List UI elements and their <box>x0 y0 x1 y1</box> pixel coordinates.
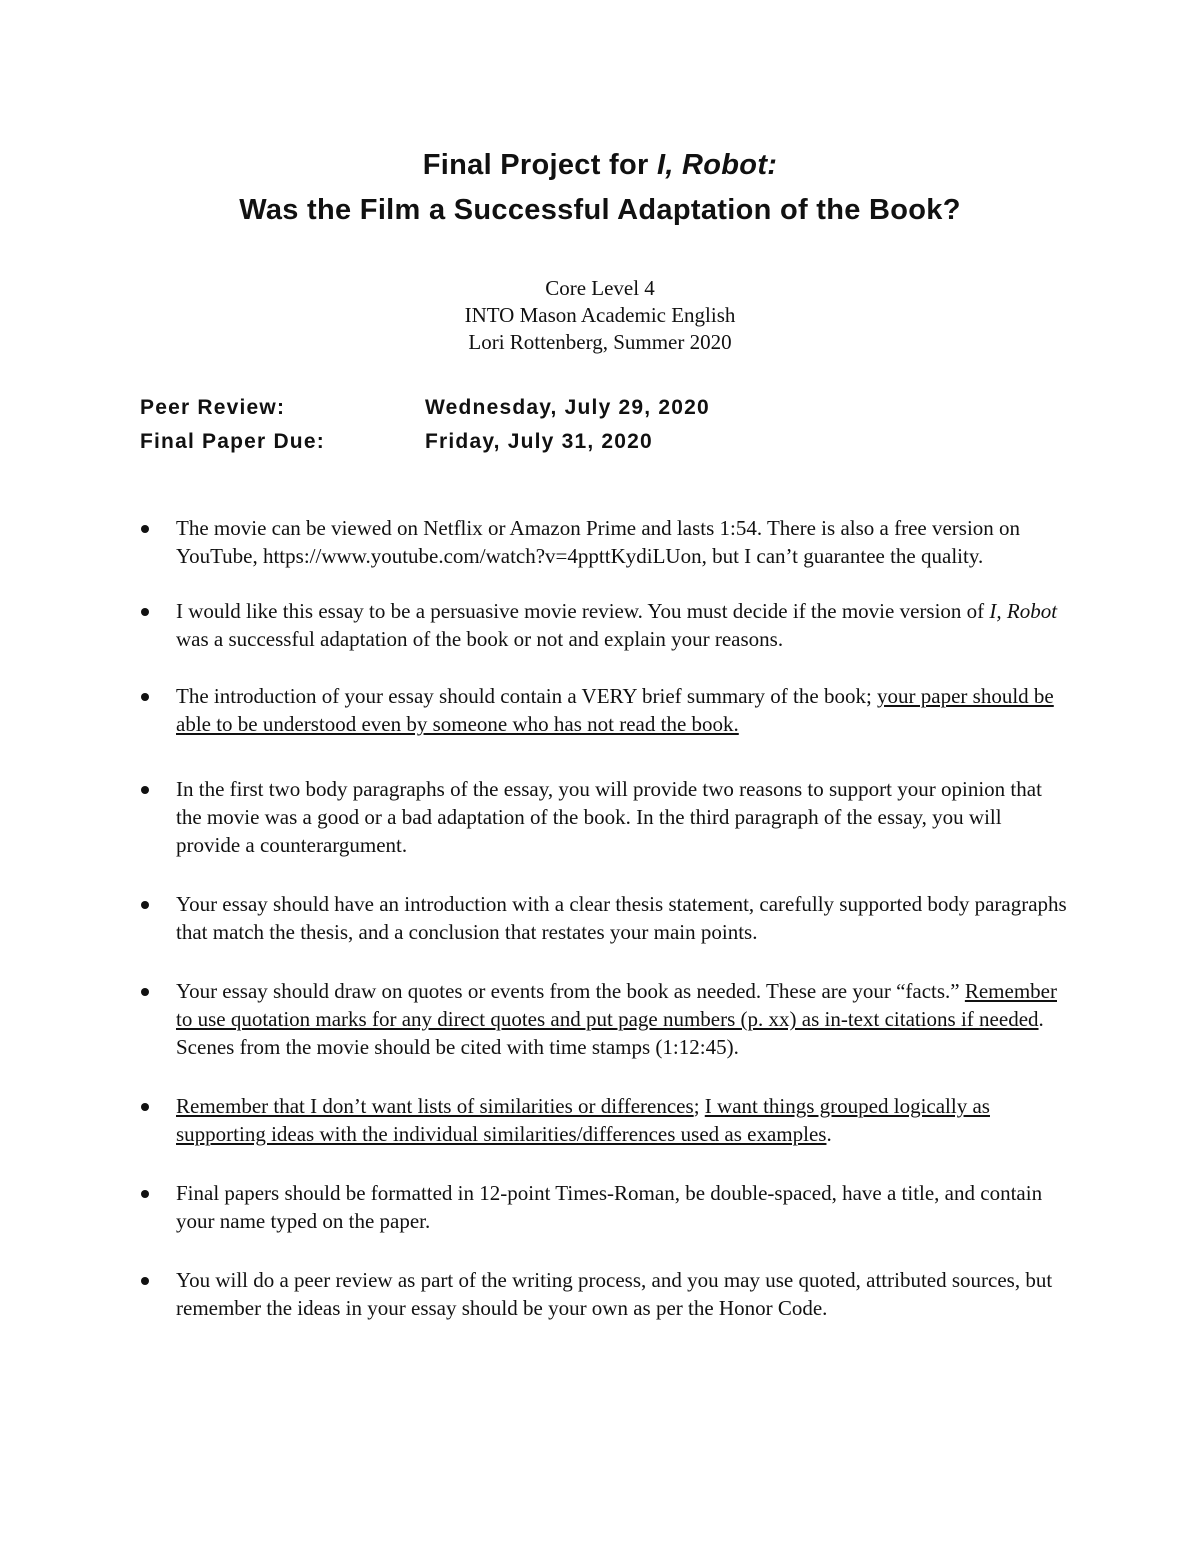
list-item: Your essay should have an introduction with a clear thesis statement, carefully supported body paragraphs that match the thesis, and a conclusion that restates your main points. <box>140 890 1070 946</box>
underlined-text: Remember that I don’t want lists of similarities or differences <box>176 1094 694 1118</box>
bullet-icon <box>141 901 149 909</box>
bullet-icon <box>141 608 149 616</box>
instructor-term: Lori Rottenberg, Summer 2020 <box>468 330 732 354</box>
list-item: Your essay should draw on quotes or events from the book as needed. These are your “facts.” Remember to use quotation marks for any direct quotes and put page numbers (p. xx) as in-text citations if needed. Scenes from the movie should be cited with time stamps (1:12:45). <box>140 977 1070 1061</box>
list-item: The movie can be viewed on Netflix or Amazon Prime and lasts 1:54. There is also a free version on YouTube, https://www.youtube.com/watch?v=4ppttKydiLUon, but I can’t guarantee the quality. <box>140 514 1070 570</box>
list-item: The introduction of your essay should contain a VERY brief summary of the book; your paper should be able to be understood even by someone who has not read the book. <box>140 682 1070 738</box>
underlined-text: your paper should be able to be understood even by someone who has not read the book. <box>176 684 1054 736</box>
book-title-italic: I, Robot <box>989 599 1058 623</box>
bullet-icon <box>141 693 149 701</box>
instructions-list <box>140 514 1070 1322</box>
document-title <box>0 143 1200 233</box>
final-paper-label: Final Paper Due: <box>140 430 325 453</box>
title-line-2: Was the Film a Successful Adaptation of the Book? <box>239 194 961 226</box>
peer-review-label: Peer Review: <box>140 396 286 419</box>
bullet-icon <box>141 988 149 996</box>
bullet-icon <box>141 525 149 533</box>
list-item: I would like this essay to be a persuasive movie review. You must decide if the movie version of I, Robot was a successful adaptation of the book or not and explain your reasons. <box>140 597 1070 653</box>
underlined-text: Remember to use quotation marks for any direct quotes and put page numbers (p. xx) as in-text citations if needed <box>176 979 1057 1031</box>
list-item: You will do a peer review as part of the writing process, and you may use quoted, attributed sources, but remember the ideas in your essay should be your own as per the Honor Code. <box>140 1266 1070 1322</box>
course-level: Core Level 4 <box>545 276 655 300</box>
due-dates <box>140 391 710 459</box>
course-info <box>0 275 1200 356</box>
peer-review-date-row <box>140 391 710 425</box>
title-book-name: I, Robot: <box>656 149 778 181</box>
program-name: INTO Mason Academic English <box>464 303 736 327</box>
bullet-icon <box>141 1103 149 1111</box>
final-paper-date: Friday, July 31, 2020 <box>425 430 653 453</box>
list-item: In the first two body paragraphs of the essay, you will provide two reasons to support your opinion that the movie was a good or a bad adaptation of the book. In the third paragraph of the essay, you will provide a counterargument. <box>140 775 1070 859</box>
bullet-icon <box>141 786 149 794</box>
underlined-text: I want things grouped logically as supporting ideas with the individual similarities/differences used as examples <box>176 1094 990 1146</box>
bullet-icon <box>141 1190 149 1198</box>
list-item: Final papers should be formatted in 12-point Times-Roman, be double-spaced, have a title, and contain your name typed on the paper. <box>140 1179 1070 1235</box>
title-line-1: Final Project for I, Robot: <box>422 149 778 181</box>
bullet-icon <box>141 1277 149 1285</box>
list-item: Remember that I don’t want lists of similarities or differences; I want things grouped logically as supporting ideas with the individual similarities/differences used as examples. <box>140 1092 1070 1148</box>
peer-review-date: Wednesday, July 29, 2020 <box>425 396 710 419</box>
final-paper-date-row <box>140 425 710 459</box>
